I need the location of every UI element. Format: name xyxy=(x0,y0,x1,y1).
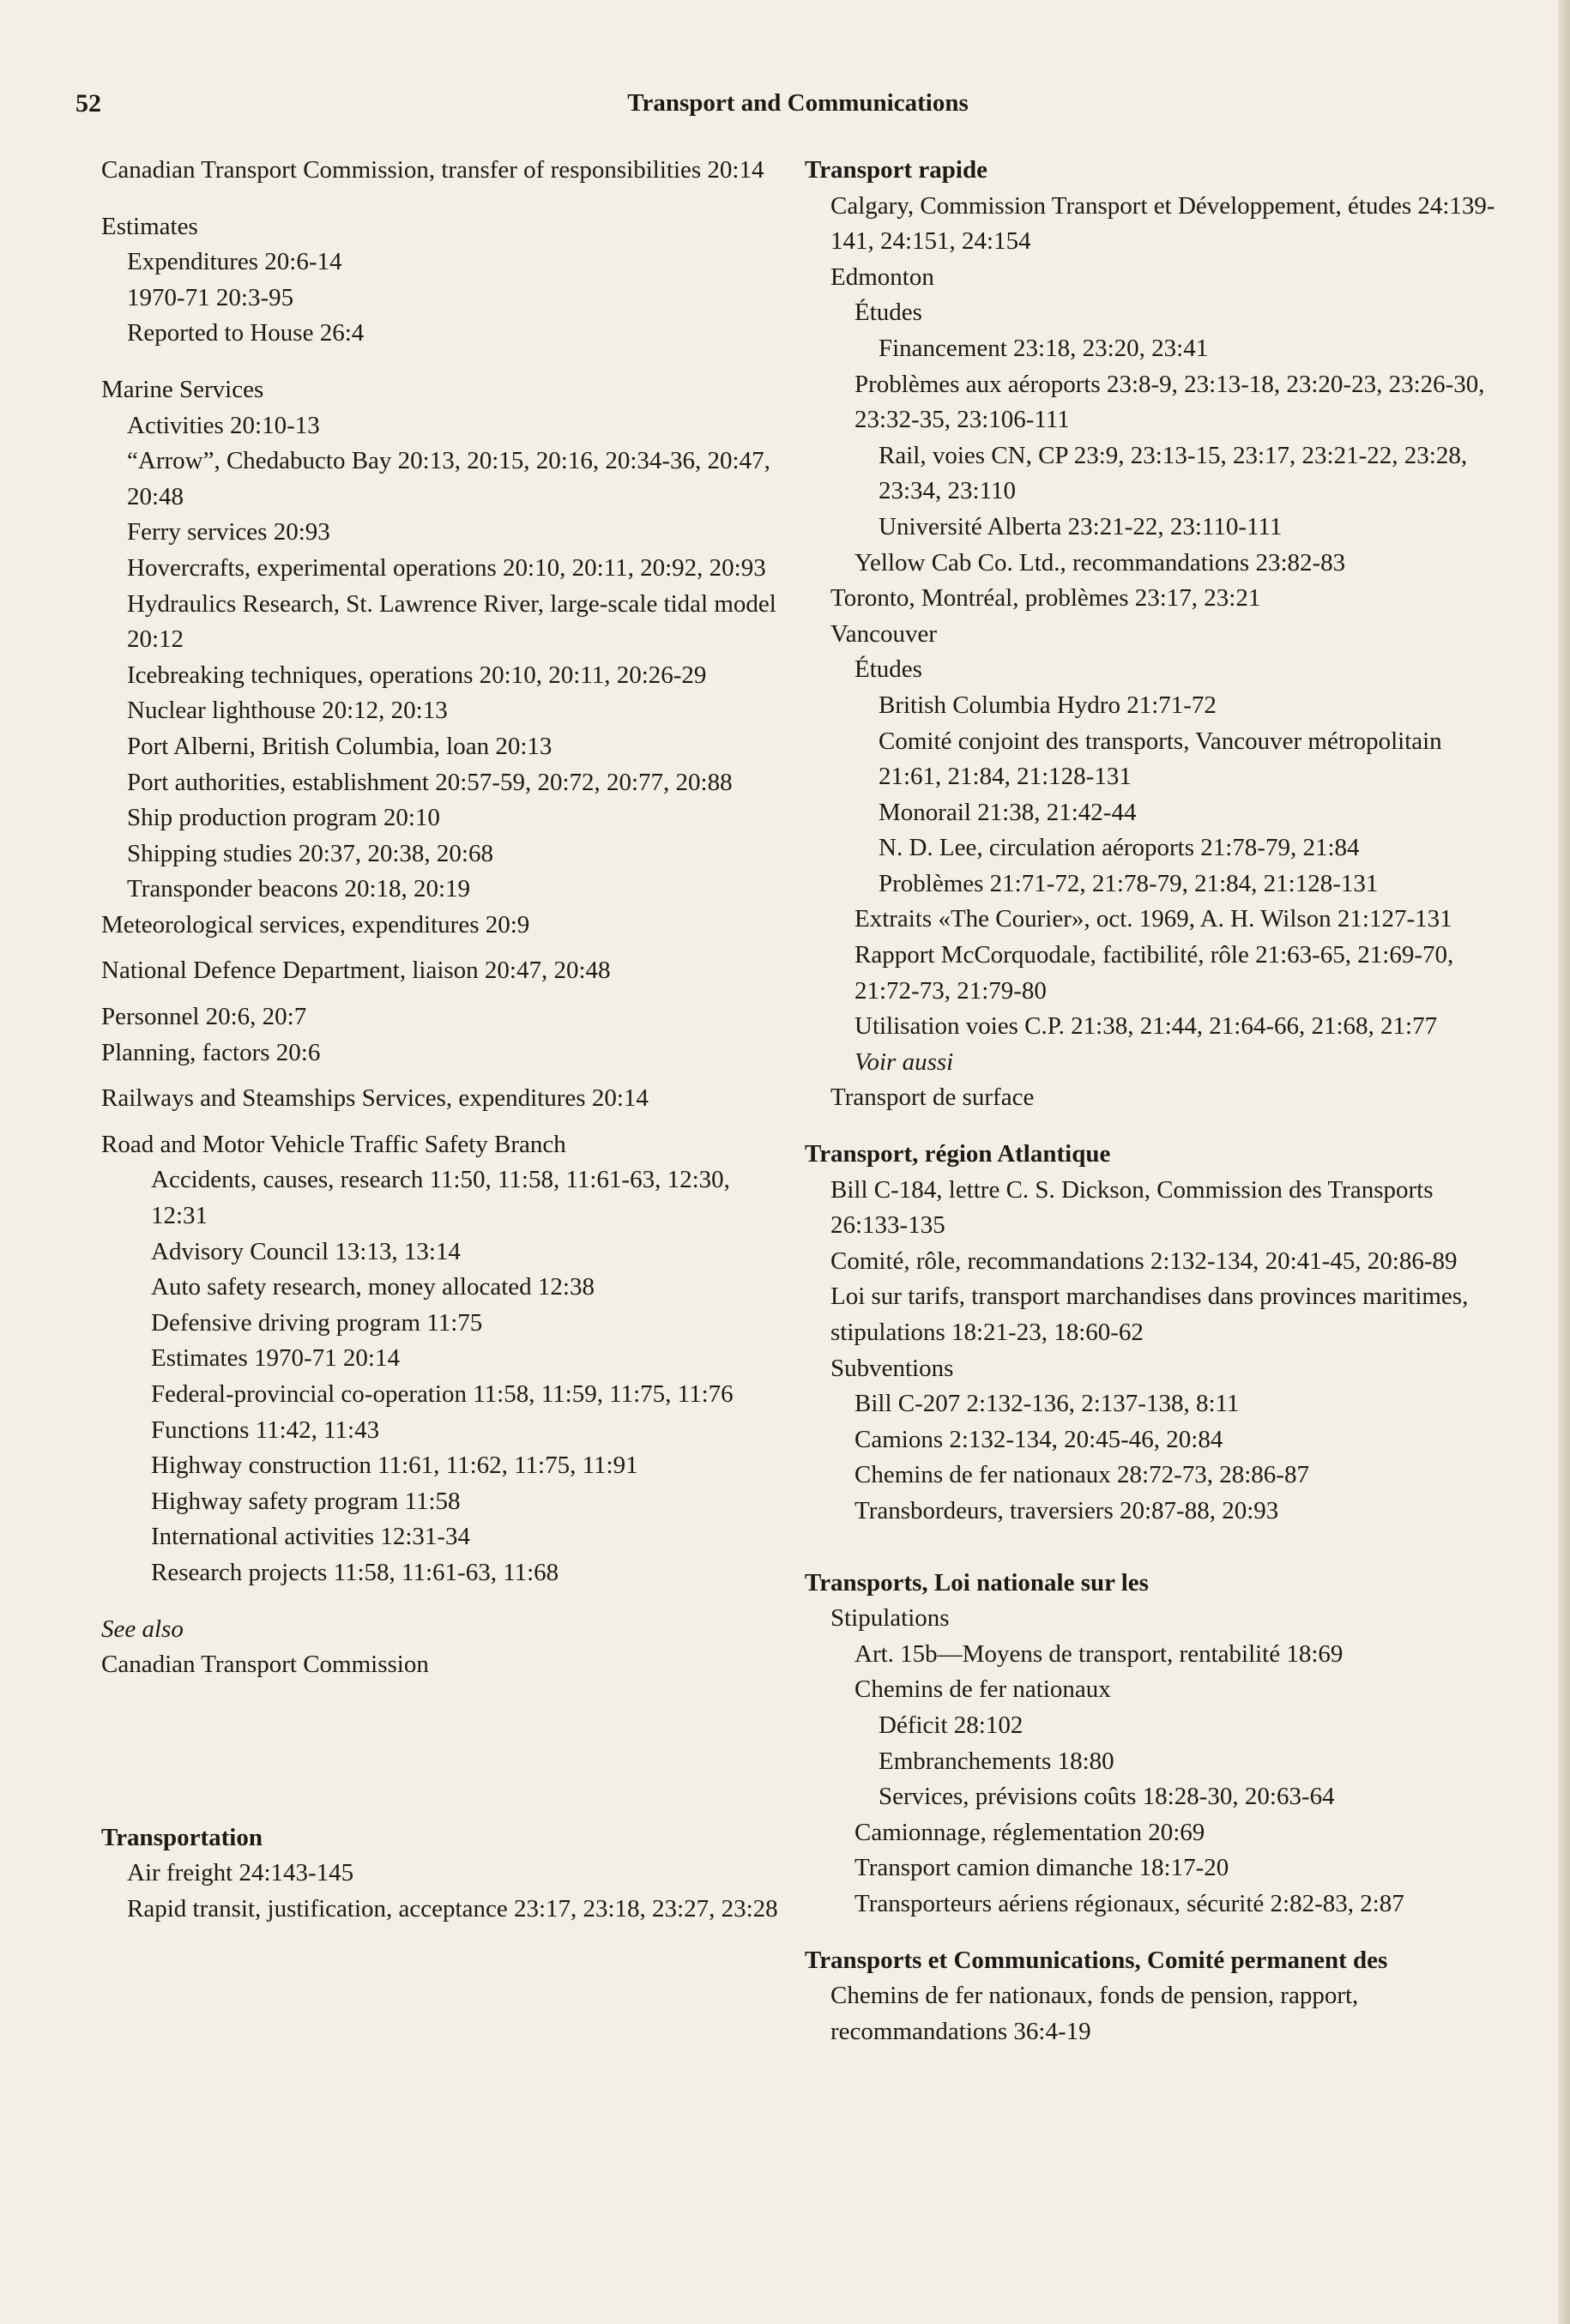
index-entry: Financement 23:18, 23:20, 23:41 xyxy=(879,334,1209,362)
index-entry: Transport de surface xyxy=(830,1084,1035,1112)
index-entry: Icebreaking techniques, operations 20:10, 20:11, 20:26-29 xyxy=(127,661,707,689)
index-entry: Personnel 20:6, 20:7 xyxy=(101,1003,307,1031)
index-entry: Camionnage, réglementation 20:69 xyxy=(854,1818,1205,1846)
index-entry: Accidents, causes, research 11:50, 11:58, 11:61-63, 12:30, 12:31 xyxy=(151,1166,730,1230)
index-heading: Transportation xyxy=(101,1823,263,1851)
index-entry: Problèmes aux aéroports 23:8-9, 23:13-18, 23:20-23, 23:26-30, 23:32-35, 23:106-111 xyxy=(854,370,1485,434)
index-entry: British Columbia Hydro 21:71-72 xyxy=(879,691,1217,719)
index-entry: Highway safety program 11:58 xyxy=(151,1487,461,1515)
index-entry: Canadian Transport Commission xyxy=(101,1651,429,1679)
index-entry: Yellow Cab Co. Ltd., recommandations 23:82-83 xyxy=(854,548,1346,576)
index-entry: Art. 15b—Moyens de transport, rentabilité 18:69 xyxy=(854,1639,1344,1668)
index-entry: Air freight 24:143-145 xyxy=(127,1859,354,1887)
index-entry: Problèmes 21:71-72, 21:78-79, 21:84, 21:128-131 xyxy=(879,869,1379,897)
index-entry: Services, prévisions coûts 18:28-30, 20:63-64 xyxy=(879,1783,1335,1811)
index-entry: Expenditures 20:6-14 xyxy=(127,248,342,276)
index-entry: See also xyxy=(101,1615,184,1643)
index-entry: National Defence Department, liaison 20:47, 20:48 xyxy=(101,957,611,985)
index-entry: Comité conjoint des transports, Vancouver métropolitain 21:61, 21:84, 21:128-131 xyxy=(879,727,1442,791)
index-entry: Comité, rôle, recommandations 2:132-134, 20:41-45, 20:86-89 xyxy=(830,1247,1458,1275)
index-entry: Chemins de fer nationaux 28:72-73, 28:86-87 xyxy=(854,1461,1309,1489)
index-entry: Embranchements 18:80 xyxy=(879,1747,1114,1775)
index-entry: Defensive driving program 11:75 xyxy=(151,1308,483,1337)
page-edge xyxy=(1558,0,1570,2324)
index-entry: Shipping studies 20:37, 20:38, 20:68 xyxy=(127,839,493,867)
index-heading: Transport, région Atlantique xyxy=(805,1140,1111,1168)
index-entry: Marine Services xyxy=(101,375,264,403)
index-entry: Estimates xyxy=(101,212,198,240)
index-entry: Hovercrafts, experimental operations 20:10, 20:11, 20:92, 20:93 xyxy=(127,553,766,582)
index-entry: Toronto, Montréal, problèmes 23:17, 23:21 xyxy=(830,584,1261,613)
index-entry: Highway construction 11:61, 11:62, 11:75, 11:91 xyxy=(151,1452,638,1480)
index-entry: Chemins de fer nationaux xyxy=(854,1675,1111,1704)
index-entry: N. D. Lee, circulation aéroports 21:78-79, 21:84 xyxy=(879,834,1360,862)
index-entry: Auto safety research, money allocated 12:38 xyxy=(151,1273,595,1301)
index-entry: Rail, voies CN, CP 23:9, 23:13-15, 23:17, 23:21-22, 23:28, 23:34, 23:110 xyxy=(879,441,1468,505)
index-entry: Activities 20:10-13 xyxy=(127,411,320,439)
index-entry: Transporteurs aériens régionaux, sécurité 2:82-83, 2:87 xyxy=(854,1889,1404,1917)
index-entry: Utilisation voies C.P. 21:38, 21:44, 21:64-66, 21:68, 21:77 xyxy=(854,1012,1438,1041)
index-entry: Canadian Transport Commission, transfer of responsibilities 20:14 xyxy=(101,156,764,184)
index-entry: Ship production program 20:10 xyxy=(127,804,440,832)
index-entry: Road and Motor Vehicle Traffic Safety Branch xyxy=(101,1130,566,1158)
index-entry: Transbordeurs, traversiers 20:87-88, 20:93 xyxy=(854,1496,1279,1524)
index-heading: Transport rapide xyxy=(805,156,987,184)
index-entry: Université Alberta 23:21-22, 23:110-111 xyxy=(879,512,1283,540)
index-entry: Port Alberni, British Columbia, loan 20:13 xyxy=(127,732,553,760)
index-entry: Reported to House 26:4 xyxy=(127,319,365,347)
index-entry: Meteorological services, expenditures 20:9 xyxy=(101,910,530,939)
index-entry: Loi sur tarifs, transport marchandises dans provinces maritimes, stipulations 18:21-23, 18:60-62 xyxy=(830,1283,1469,1346)
index-entry: Estimates 1970-71 20:14 xyxy=(151,1344,400,1373)
index-entry: Functions 11:42, 11:43 xyxy=(151,1416,380,1444)
index-entry: International activities 12:31-34 xyxy=(151,1523,471,1551)
index-entry: Railways and Steamships Services, expenditures 20:14 xyxy=(101,1084,649,1113)
index-heading: Transports, Loi nationale sur les xyxy=(805,1568,1149,1597)
index-entry: Camions 2:132-134, 20:45-46, 20:84 xyxy=(854,1425,1223,1453)
index-entry: Advisory Council 13:13, 13:14 xyxy=(151,1237,461,1265)
index-entry: Federal-provincial co-operation 11:58, 11:59, 11:75, 11:76 xyxy=(151,1380,734,1408)
index-entry: Hydraulics Research, St. Lawrence River, large-scale tidal model 20:12 xyxy=(127,589,776,654)
index-entry: Research projects 11:58, 11:61-63, 11:68 xyxy=(151,1558,559,1586)
page-number: 52 xyxy=(75,89,101,118)
index-entry: Bill C-207 2:132-136, 2:137-138, 8:11 xyxy=(854,1390,1240,1418)
index-entry: Bill C-184, lettre C. S. Dickson, Commission des Transports 26:133-135 xyxy=(830,1175,1434,1240)
left-column xyxy=(101,153,779,1928)
index-entry: Nuclear lighthouse 20:12, 20:13 xyxy=(127,697,448,725)
index-entry: Subventions xyxy=(830,1354,954,1382)
index-entry: Rapid transit, justification, acceptance 23:17, 23:18, 23:27, 23:28 xyxy=(127,1894,778,1923)
index-heading: Transports et Communications, Comité permanent des xyxy=(805,1946,1388,1974)
index-entry: Vancouver xyxy=(830,619,938,648)
index-entry: Déficit 28:102 xyxy=(879,1711,1024,1739)
index-entry: Planning, factors 20:6 xyxy=(101,1038,321,1066)
index-entry: Transport camion dimanche 18:17-20 xyxy=(854,1854,1229,1882)
index-entry: Transponder beacons 20:18, 20:19 xyxy=(127,875,471,903)
index-entry: Extraits «The Courier», oct. 1969, A. H. Wilson 21:127-131 xyxy=(854,905,1452,933)
right-column xyxy=(805,153,1500,2049)
index-entry: Calgary, Commission Transport et Développement, études 24:139-141, 24:151, 24:154 xyxy=(830,191,1495,256)
index-entry: Monorail 21:38, 21:42-44 xyxy=(879,798,1137,826)
index-entry: Stipulations xyxy=(830,1604,950,1633)
index-entry: Études xyxy=(854,299,922,327)
index-entry: Rapport McCorquodale, factibilité, rôle 21:63-65, 21:69-70, 21:72-73, 21:79-80 xyxy=(854,941,1454,1005)
running-header: Transport and Communications xyxy=(627,89,969,117)
index-entry: 1970-71 20:3-95 xyxy=(127,283,294,311)
index-entry: Port authorities, establishment 20:57-59, 20:72, 20:77, 20:88 xyxy=(127,768,733,796)
index-entry: Edmonton xyxy=(830,263,934,291)
index-entry: Chemins de fer nationaux, fonds de pension, rapport, recommandations 36:4-19 xyxy=(830,1982,1359,2045)
index-entry: “Arrow”, Chedabucto Bay 20:13, 20:15, 20:16, 20:34-36, 20:47, 20:48 xyxy=(127,447,770,510)
index-entry: Voir aussi xyxy=(854,1047,954,1076)
index-entry: Études xyxy=(854,655,922,684)
index-entry: Ferry services 20:93 xyxy=(127,518,330,546)
